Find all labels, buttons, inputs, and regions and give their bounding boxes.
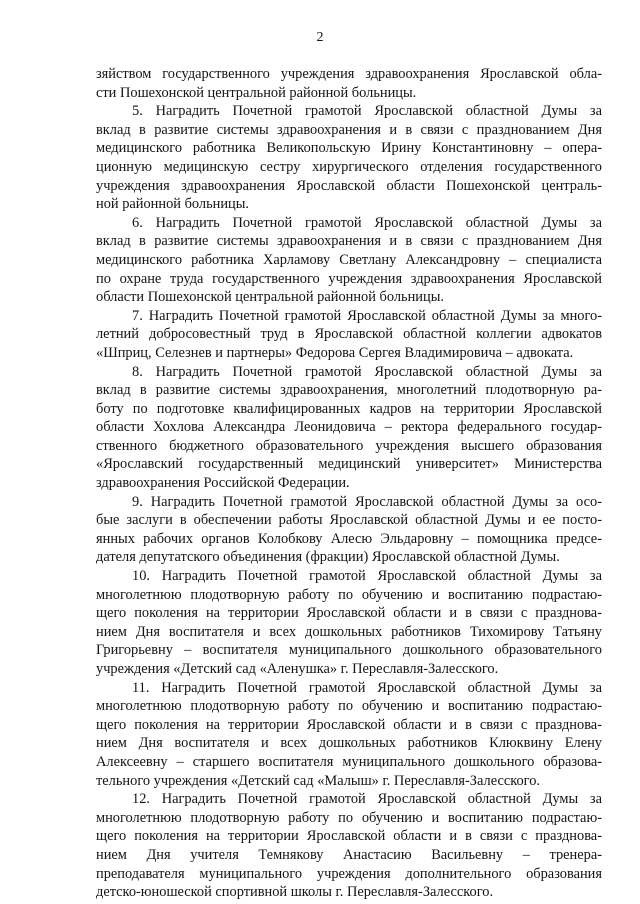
text-line: вклад в развитие системы здравоохранения и в связи с празднованием Дня [96,233,602,250]
text-line: дателя депутатского объединения (фракции) Ярославской областной Думы. [96,549,560,566]
text-line: летний добросовестный труд в Ярославской областной коллегии адвокатов [96,326,602,343]
paragraph-4 [96,307,602,363]
text-line: ционную медицинскую сестру хирургического отделения государственного [96,158,602,175]
paragraph-3 [96,214,602,307]
text-line: Алексеевну – старшего воспитателя муниципального дошкольного образова- [96,753,602,770]
text-line: 10. Наградить Почетной грамотой Ярославской областной Думы за [132,568,602,585]
text-line: здравоохранения Российской Федерации. [96,475,350,492]
text-line: 5. Наградить Почетной грамотой Ярославской областной Думы за [132,103,602,120]
text-line: «Ярославский государственный медицинский университет» Министерства [96,456,602,473]
text-line: нием Дня воспитателя и всех дошкольных работников Тихомирову Татьяну [96,623,602,640]
paragraph-9 [96,790,602,902]
text-line: 12. Наградить Почетной грамотой Ярославской областной Думы за [132,791,602,808]
text-line: тельного учреждения «Детский сад «Малыш» г. Переславля-Залесского. [96,772,541,789]
text-line: детско-юношеской спортивной школы г. Переславля-Залесского. [96,884,494,901]
text-line: вклад в развитие системы здравоохранения, многолетний плодотворную ра- [96,382,602,399]
text-line: ственного бюджетного образовательного учреждения высшего образования [96,437,602,454]
text-line: медицинского работника Великопольскую Ирину Константиновну – опера- [96,140,602,157]
text-line: щего поколения на территории Ярославской области и в связи с празднова- [96,716,602,733]
text-line: янных рабочих органов Колобкову Алесю Эльдаровну – помощника предсе- [96,530,602,547]
text-line: многолетнюю плодотворную работу по обучению и воспитанию подрастаю- [96,698,602,715]
text-line: учреждения «Детский сад «Аленушка» г. Переславля-Залесского. [96,661,499,677]
text-line: 7. Наградить Почетной грамотой Ярославской областной Думы за много- [132,307,602,324]
text-line: «Шприц, Селезнев и партнеры» Федорова Сергея Владимировича – адвоката. [96,344,574,361]
text-line: 6. Наградить Почетной грамотой Ярославской областной Думы за [132,214,602,231]
text-line: зяйством государственного учреждения здравоохранения Ярославской обла- [96,66,602,82]
text-line: нием Дня воспитателя и всех дошкольных работников Клюквину Елену [96,735,602,752]
text-line: области Хохлова Александра Леонидовича – ректора федерального государ- [96,419,602,436]
text-line: многолетнюю плодотворную работу по обучению и воспитанию подрастаю- [96,809,602,826]
text-line: 8. Наградить Почетной грамотой Ярославской областной Думы за [132,363,602,380]
text-line: нием Дня учителя Темнякову Анастасию Васильевну – тренера- [96,846,602,863]
text-line: учреждения здравоохранения Ярославской области Пошехонской централь- [96,177,602,194]
text-line: многолетнюю плодотворную работу по обучению и воспитанию подрастаю- [96,586,602,603]
paragraph-7 [96,567,602,679]
text-line: щего поколения на территории Ярославской области и в связи с празднова- [96,828,602,845]
text-line: области Пошехонской центральной районной больницы. [96,289,444,306]
text-line: 9. Наградить Почетной грамотой Ярославской областной Думы за осо- [132,493,602,510]
document-body [96,65,602,902]
text-line: боту по подготовке квалифицированных кадров на территории Ярославской [96,400,602,417]
text-line: преподавателя муниципального учреждения дополнительного образования [96,865,602,882]
text-line: Григорьевну – воспитателя муниципального дошкольного образовательного [96,642,602,659]
text-line: сти Пошехонской центральной районной больницы. [96,84,417,101]
paragraph-6 [96,493,602,567]
text-line: 11. Наградить Почетной грамотой Ярославской областной Думы за [132,679,602,696]
paragraph-2 [96,102,602,214]
text-line: щего поколения на территории Ярославской области и в связи с празднова- [96,605,602,622]
text-line: медицинского работника Харламову Светлану Александровну – специалиста [96,251,602,268]
paragraph-8 [96,679,602,791]
text-line: по охране труда государственного учреждения здравоохранения Ярославской [96,270,602,287]
text-line: бые заслуги в обеспечении работы Ярославской областной Думы и ее посто- [96,512,602,529]
paragraph-1 [96,65,602,102]
text-line: вклад в развитие системы здравоохранения и в связи с празднованием Дня [96,121,602,138]
text-line: ной районной больницы. [96,196,250,213]
paragraph-5 [96,363,602,493]
page-number: 2 [316,30,324,45]
